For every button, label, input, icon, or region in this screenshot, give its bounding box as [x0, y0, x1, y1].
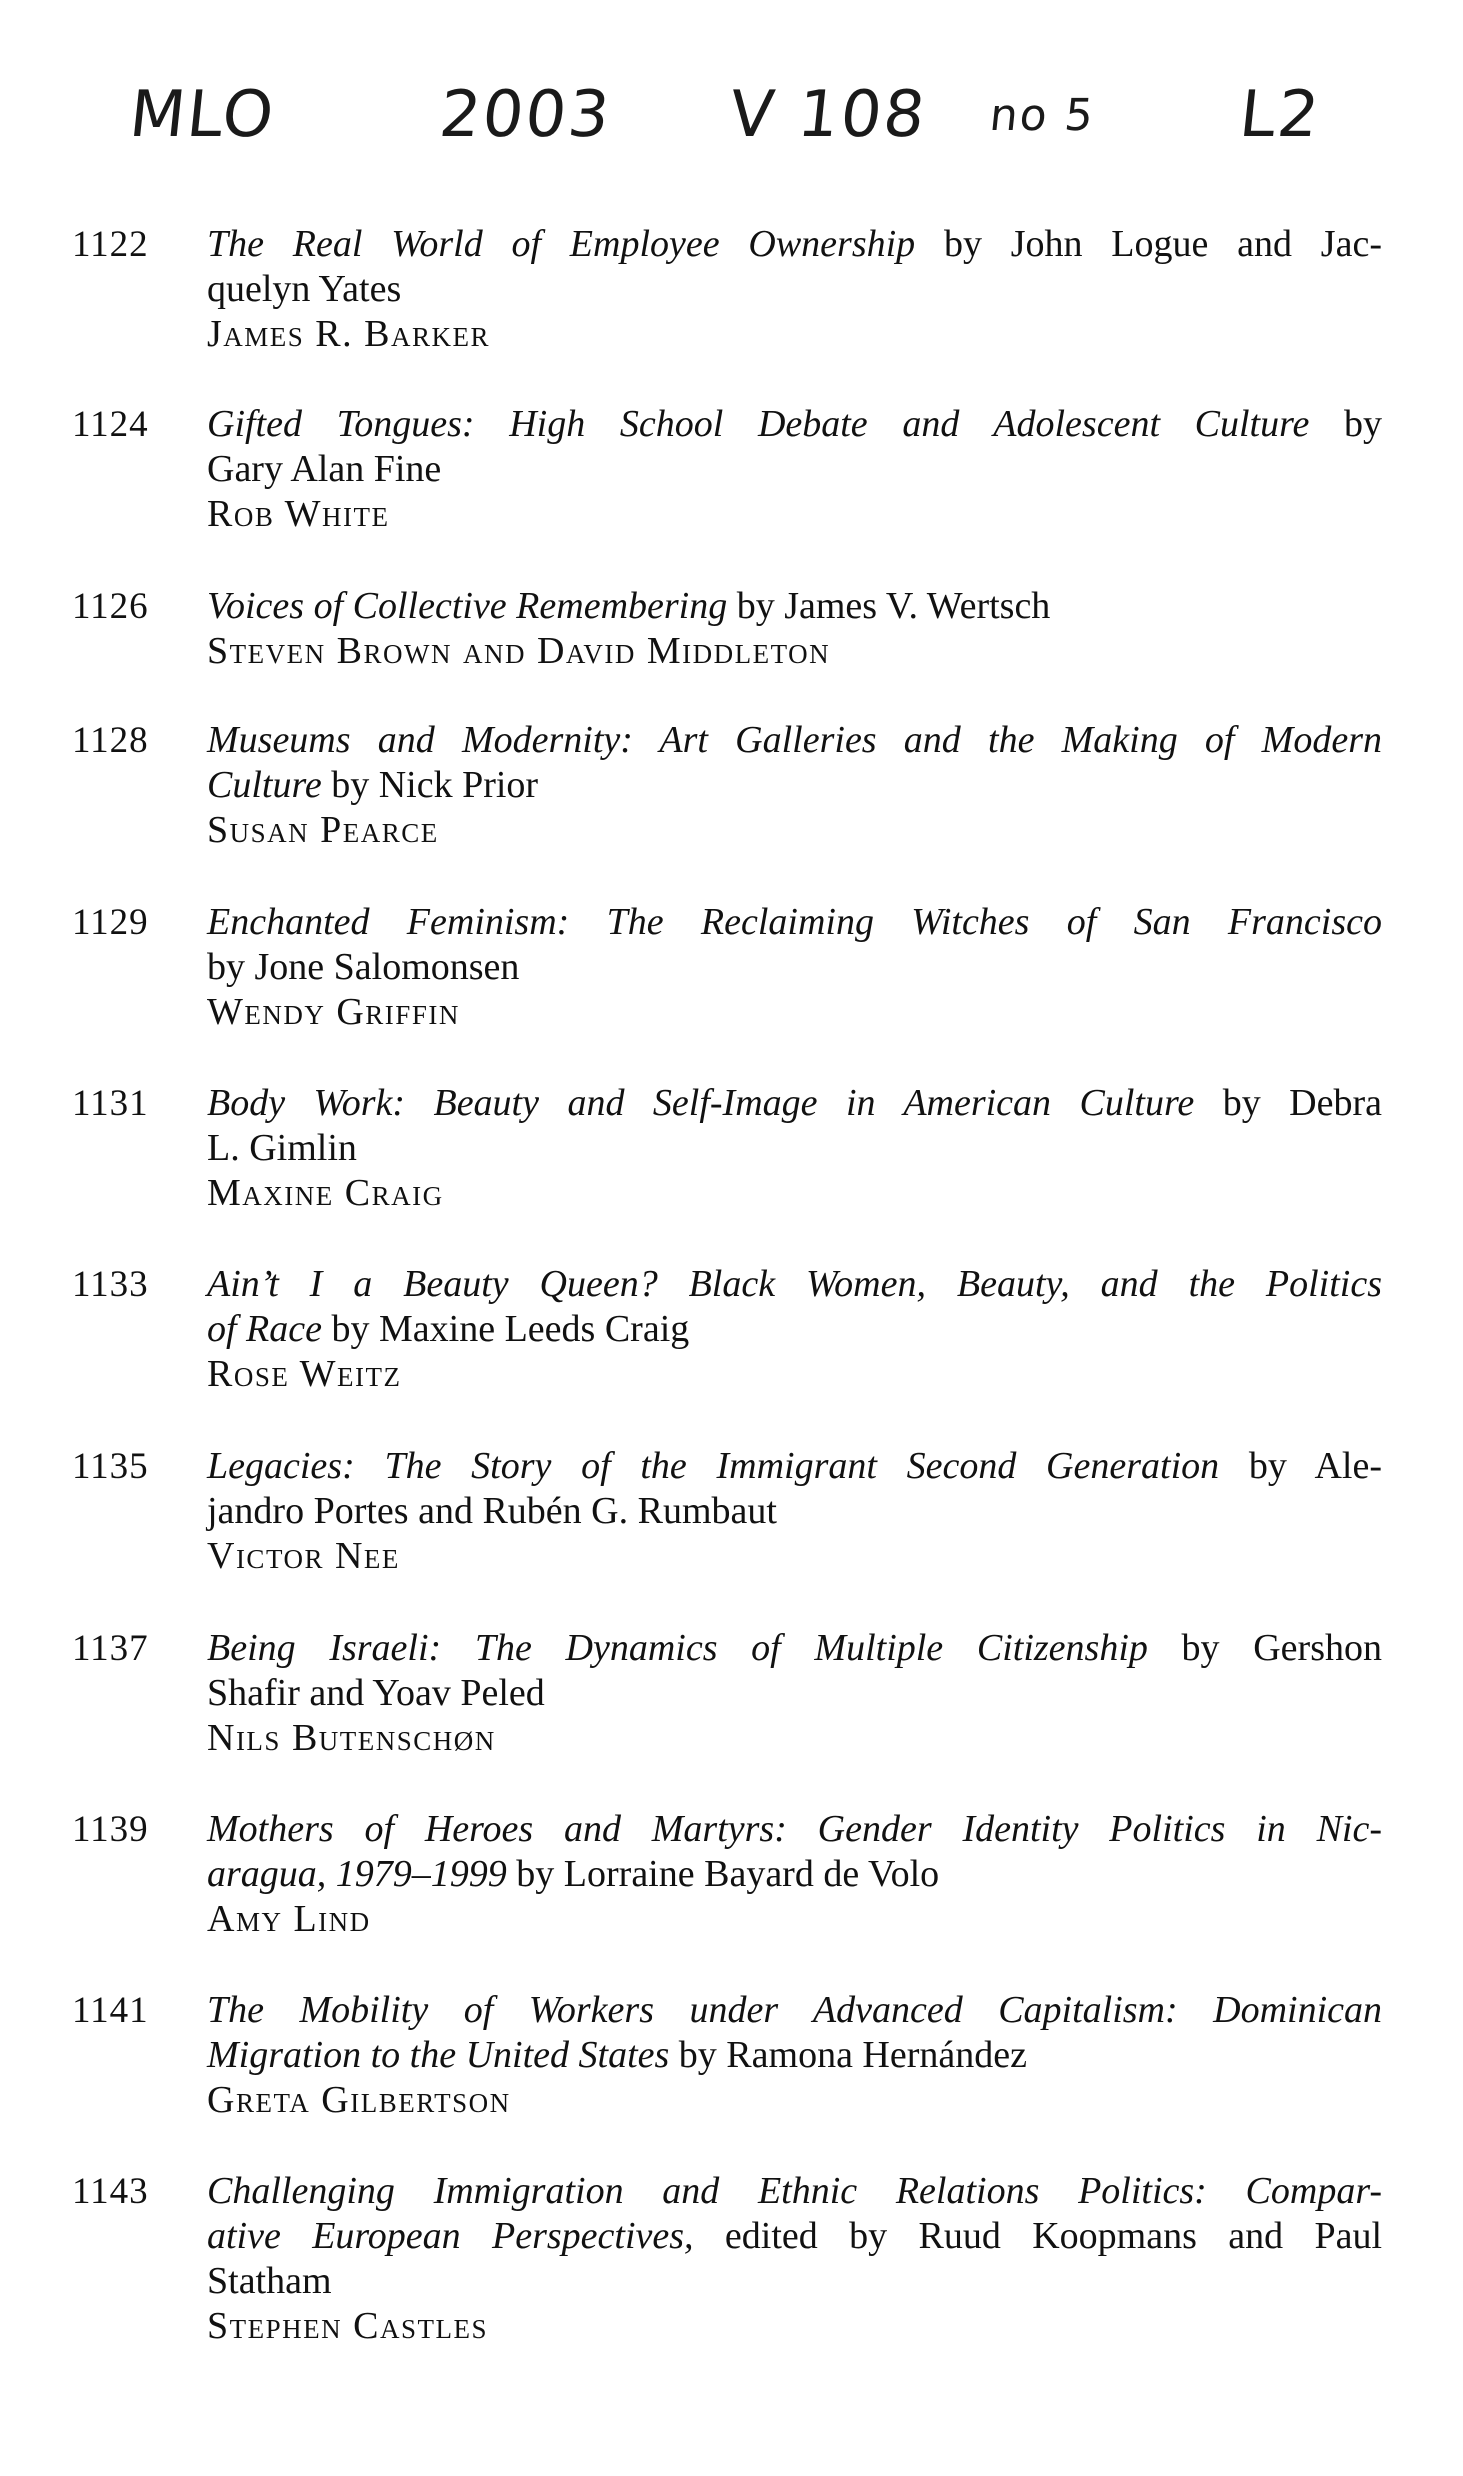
handwritten-note: V 108	[726, 78, 931, 152]
book-citation-line	[207, 1262, 1382, 1307]
reviewer-name: Greta Gilbertson	[207, 2079, 511, 2121]
page-number: 1124	[72, 404, 149, 445]
entry-body	[207, 1262, 1382, 1397]
book-citation-line	[207, 1671, 1382, 1716]
book-citation-line	[207, 1626, 1382, 1671]
author-text: edited by Ruud Koopmans and Paul	[693, 2215, 1383, 2257]
book-citation-line	[207, 945, 1382, 990]
book-citation-line	[207, 1444, 1382, 1489]
book-title-text: The Mobility of Workers under Advanced Capitalism: Dominican	[207, 1989, 1382, 2031]
author-text: by Nick Prior	[321, 764, 539, 806]
author-text: Shafir and Yoav Peled	[207, 1672, 545, 1714]
author-text: by Ramona Hernández	[669, 2034, 1027, 2076]
book-title-text: Being Israeli: The Dynamics of Multiple Citizenship	[207, 1627, 1148, 1669]
book-title-text: Culture	[207, 764, 322, 806]
reviewer-name: Susan Pearce	[207, 809, 439, 851]
reviewer-name: Nils Butenschøn	[207, 1717, 496, 1759]
entry-body	[207, 402, 1382, 537]
book-citation-line	[207, 2033, 1382, 2078]
book-citation-line	[207, 1852, 1382, 1897]
book-citation-line	[207, 900, 1382, 945]
author-text: by Ale-	[1219, 1445, 1382, 1487]
book-citation-line	[207, 1807, 1382, 1852]
reviewer-name: Victor Nee	[207, 1535, 400, 1577]
page-number: 1128	[72, 720, 149, 761]
book-citation-line	[207, 1307, 1382, 1352]
handwritten-note: 2003	[436, 78, 615, 152]
author-text: by Gershon	[1147, 1627, 1382, 1669]
entry-body	[207, 1626, 1382, 1761]
book-title-text: ative European Perspectives,	[207, 2215, 694, 2257]
author-text: by John Logue and Jac-	[915, 223, 1382, 265]
book-title-text: Body Work: Beauty and Self-Image in American Culture	[207, 1082, 1195, 1124]
book-title-text: The Real World of Employee Ownership	[207, 223, 916, 265]
book-title-text: Enchanted Feminism: The Reclaiming Witches of San Francisco	[207, 901, 1382, 943]
reviewer-name: Amy Lind	[207, 1898, 371, 1940]
handwritten-note: L2	[1236, 78, 1325, 152]
author-text: Gary Alan Fine	[207, 448, 442, 490]
book-citation-line	[207, 1489, 1382, 1534]
page-number: 1133	[72, 1264, 149, 1305]
book-title-text: Legacies: The Story of the Immigrant Second Generation	[207, 1445, 1220, 1487]
book-title-text: Challenging Immigration and Ethnic Relations Politics: Compar-	[207, 2170, 1382, 2212]
book-title-text: Voices of Collective Remembering	[207, 585, 728, 627]
reviewer-name: Maxine Craig	[207, 1172, 444, 1214]
book-title-text: aragua, 1979–1999	[207, 1853, 507, 1895]
reviewer-name: Stephen Castles	[207, 2305, 488, 2347]
entry-body	[207, 718, 1382, 853]
handwritten-note: MLO	[126, 78, 279, 152]
author-text: by	[1309, 403, 1383, 445]
reviewer-name: Rose Weitz	[207, 1353, 402, 1395]
author-text: by Lorraine Bayard de Volo	[506, 1853, 940, 1895]
book-citation-line	[207, 1081, 1382, 1126]
book-citation-line	[207, 2169, 1382, 2214]
author-text: L. Gimlin	[207, 1127, 357, 1169]
handwritten-note: no 5	[987, 90, 1098, 141]
entry-body	[207, 222, 1382, 357]
page-number: 1135	[72, 1446, 149, 1487]
book-citation-line	[207, 267, 1382, 312]
entry-body	[207, 900, 1382, 1035]
book-citation-line	[207, 2259, 1382, 2304]
page-number: 1143	[72, 2171, 149, 2212]
author-text: by James V. Wertsch	[727, 585, 1051, 627]
page-number: 1141	[72, 1990, 149, 2031]
book-citation-line	[207, 222, 1382, 267]
book-citation-line	[207, 1988, 1382, 2033]
book-title-text: Gifted Tongues: High School Debate and Adolescent Culture	[207, 403, 1310, 445]
book-citation-line	[207, 402, 1382, 447]
page-number: 1139	[72, 1809, 149, 1850]
reviewer-name: Wendy Griffin	[207, 991, 460, 1033]
reviewer-name: James R. Barker	[207, 313, 491, 355]
entry-body	[207, 1081, 1382, 1216]
book-title-text: Ain’t I a Beauty Queen? Black Women, Beauty, and the Politics	[207, 1263, 1382, 1305]
book-citation-line	[207, 763, 1382, 808]
book-citation-line	[207, 584, 1382, 629]
entry-body	[207, 1807, 1382, 1942]
author-text: by Jone Salomonsen	[207, 946, 520, 988]
book-citation-line	[207, 2214, 1382, 2259]
page-number: 1129	[72, 902, 149, 943]
page-number: 1131	[72, 1083, 149, 1124]
book-title-text: Mothers of Heroes and Martyrs: Gender Identity Politics in Nic-	[207, 1808, 1382, 1850]
author-text: Statham	[207, 2260, 332, 2302]
page-number: 1126	[72, 586, 149, 627]
handwritten-annotation	[126, 78, 1350, 188]
author-text: by Maxine Leeds Craig	[322, 1308, 690, 1350]
page-number: 1137	[72, 1628, 149, 1669]
page-number: 1122	[72, 224, 149, 265]
entry-body	[207, 2169, 1382, 2349]
reviewer-name: Rob White	[207, 493, 390, 535]
entry-body	[207, 584, 1382, 674]
book-citation-line	[207, 718, 1382, 763]
book-citation-line	[207, 447, 1382, 492]
book-title-text: of Race	[207, 1308, 323, 1350]
entry-body	[207, 1988, 1382, 2123]
author-text: quelyn Yates	[207, 268, 402, 310]
author-text: by Debra	[1194, 1082, 1382, 1124]
book-citation-line	[207, 1126, 1382, 1171]
entry-body	[207, 1444, 1382, 1579]
reviewer-name: Steven Brown and David Middleton	[207, 630, 831, 672]
author-text: jandro Portes and Rubén G. Rumbaut	[207, 1490, 777, 1532]
book-title-text: Museums and Modernity: Art Galleries and the Making of Modern	[207, 719, 1382, 761]
book-title-text: Migration to the United States	[207, 2034, 670, 2076]
